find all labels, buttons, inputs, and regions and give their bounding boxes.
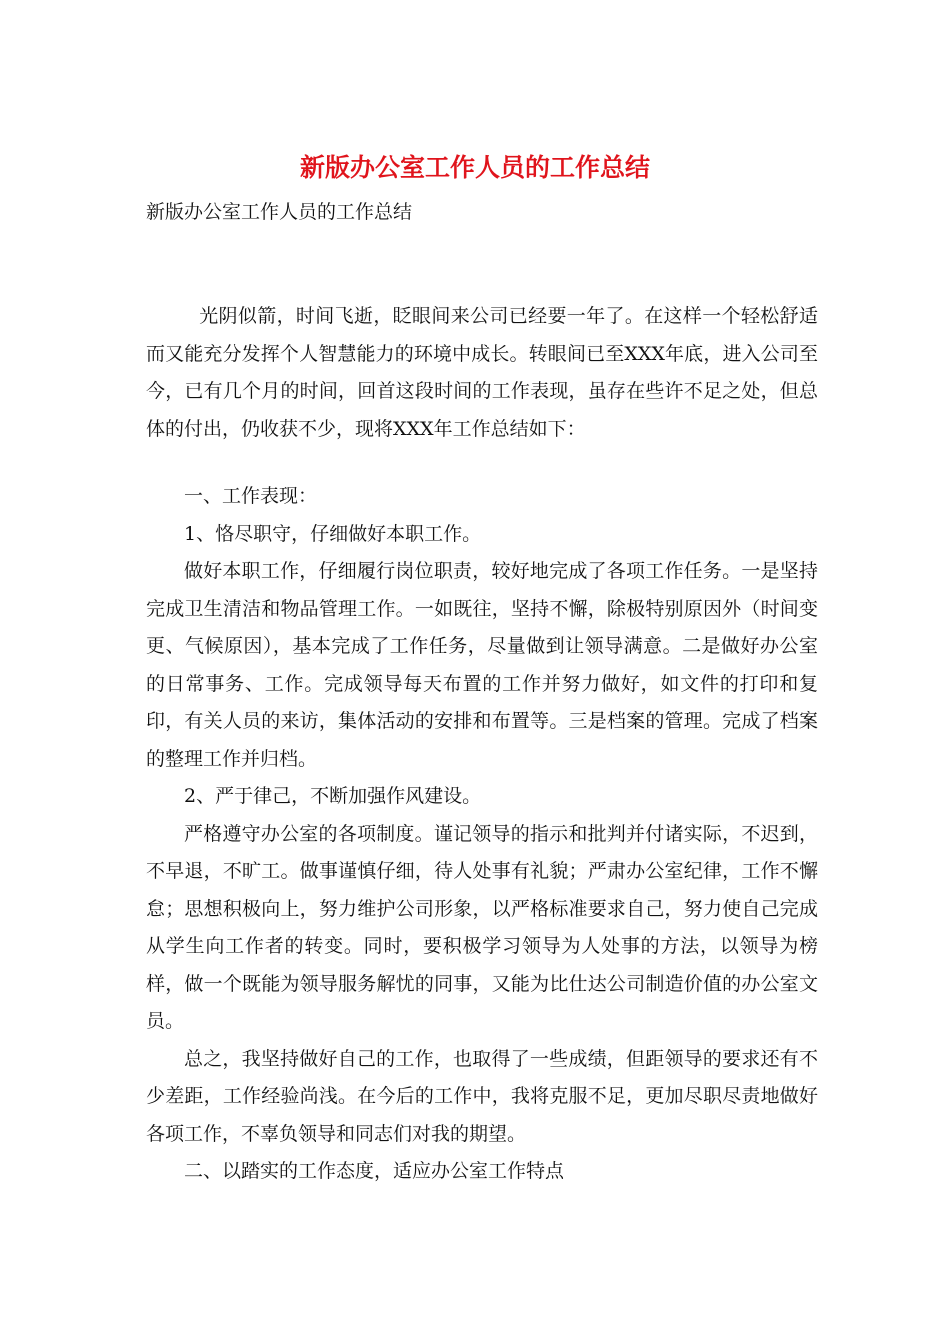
section-heading-work-attitude: 二、以踏实的工作态度，适应办公室工作特点 bbox=[184, 1160, 565, 1182]
intro-paragraph: 光阴似箭，时间飞逝，眨眼间来公司已经要一年了。在这样一个轻松舒适而又能充分发挥个人智慧能力的环境中成长。转眼间已至XXX年底，进入公司至今，已有几个月的时间，回首这段时间的工作表现，虽存在些许不足之处，但总体的付出，仍收获不少，现将XXX年工作总结如下： bbox=[146, 305, 818, 440]
section-heading-work-performance: 一、工作表现： bbox=[184, 485, 318, 507]
main-section bbox=[146, 478, 818, 1191]
paragraph-rules: 严格遵守办公室的各项制度。谨记领导的指示和批判并付诸实际，不迟到，不早退，不旷工。做事谨慎仔细，待人处事有礼貌；严肃办公室纪律，工作不懈怠；思想积极向上，努力维护公司形象，以严格标准要求自己，努力使自己完成从学生向工作者的转变。同时，要积极学习领导为人处事的方法，以领导为榜样，做一个既能为领导服务解忧的同事，又能为比仕达公司制造价值的办公室文员。 bbox=[146, 822, 818, 1032]
document-subtitle: 新版办公室工作人员的工作总结 bbox=[146, 201, 413, 223]
intro-section bbox=[146, 298, 818, 448]
paragraph-conclusion: 总之，我坚持做好自己的工作，也取得了一些成绩，但距领导的要求还有不少差距，工作经验尚浅。在今后的工作中，我将克服不足，更加尽职尽责地做好各项工作，不辜负领导和同志们对我的期望。 bbox=[146, 1047, 818, 1145]
paragraph-duties: 做好本职工作，仔细履行岗位职责，较好地完成了各项工作任务。一是坚持完成卫生清洁和物品管理工作。一如既往，坚持不懈，除极特别原因外（时间变更、气候原因），基本完成了工作任务，尽量做到让领导满意。二是做好办公室的日常事务、工作。完成领导每天布置的工作并努力做好，如文件的打印和复印，有关人员的来访，集体活动的安排和布置等。三是档案的管理。完成了档案的整理工作并归档。 bbox=[146, 560, 818, 770]
subheading-diligence: 1、恪尽职守，仔细做好本职工作。 bbox=[184, 522, 482, 545]
subheading-self-discipline: 2、严于律己，不断加强作风建设。 bbox=[184, 785, 482, 807]
document-title: 新版办公室工作人员的工作总结 bbox=[299, 153, 650, 182]
